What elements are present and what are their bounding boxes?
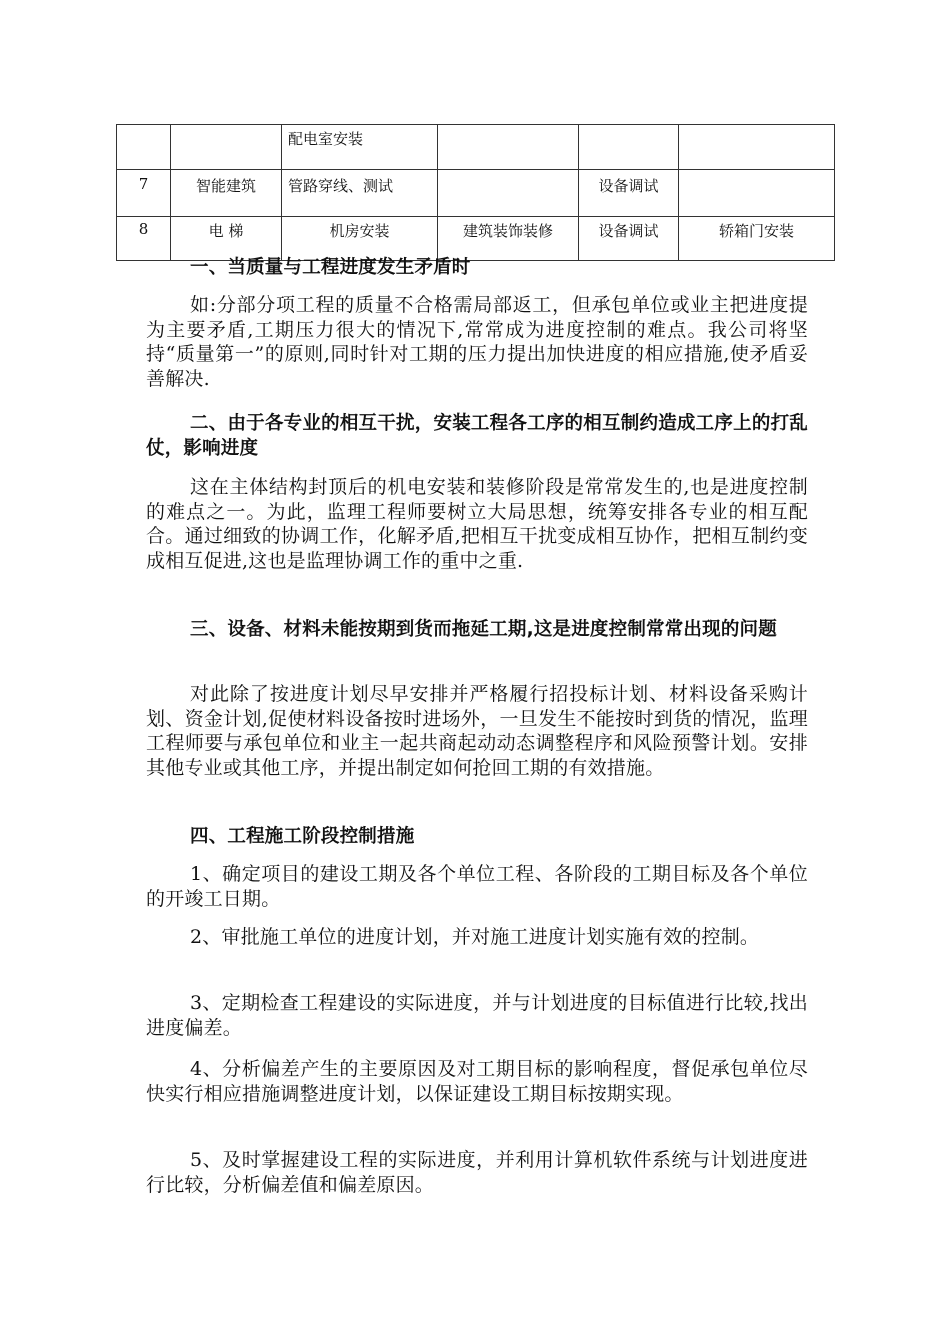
section-heading: 二、由于各专业的相互干扰，安装工程各工序的相互制约造成工序上的打乱仗，影响进度 bbox=[146, 413, 808, 459]
list-item-text: 2、审批施工单位的进度计划，并对施工进度计划实施有效的控制。 bbox=[190, 926, 760, 948]
table-cell: 设备调试 bbox=[579, 217, 679, 261]
section-4 bbox=[146, 825, 808, 850]
section-3-body bbox=[146, 682, 808, 780]
table-cell: 电 梯 bbox=[171, 217, 282, 261]
table-cell: 机房安装 bbox=[282, 217, 438, 261]
section-heading: 三、设备、材料未能按期到货而拖延工期,这是进度控制常常出现的问题 bbox=[190, 619, 777, 640]
paragraph: 这在主体结构封顶后的机电安装和装修阶段是常常发生的,也是进度控制的难点之一。为此，监理工程师要树立大局思想，统筹安排各专业的相互配合。通过细致的协调工作，化解矛盾,把相互干扰变成相互协作，把相互制约变成相互促进,这也是监理协调工作的重中之重. bbox=[146, 476, 808, 572]
paragraph: 如:分部分项工程的质量不合格需局部返工，但承包单位或业主把进度提为主要矛盾,工期压力很大的情况下,常常成为进度控制的难点。我公司将坚持“质量第一”的原则,同时针对工期的压力提出加快进度的相应措施,使矛盾妥善解决. bbox=[146, 294, 808, 390]
table-cell bbox=[117, 125, 171, 170]
table-cell: 配电室安装 bbox=[282, 125, 438, 170]
schedule-table bbox=[116, 124, 835, 261]
table-cell: 智能建筑 bbox=[171, 170, 282, 217]
table-cell: 设备调试 bbox=[579, 170, 679, 217]
table-cell bbox=[171, 125, 282, 170]
table-cell bbox=[438, 125, 579, 170]
table-cell: 轿箱门安装 bbox=[679, 217, 835, 261]
table-cell bbox=[679, 125, 835, 170]
section-2-body bbox=[146, 475, 808, 573]
table-cell: 8 bbox=[117, 217, 171, 261]
table-cell: 建筑装饰装修 bbox=[438, 217, 579, 261]
table-cell bbox=[438, 170, 579, 217]
paragraph: 对此除了按进度计划尽早安排并严格履行招投标计划、材料设备采购计划、资金计划,促使材料设备按时进场外，一旦发生不能按时到货的情况，监理工程师要与承包单位和业主一起共商起动动态调整程序和风险预警计划。安排其他专业或其他工序，并提出制定如何抢回工期的有效措施。 bbox=[146, 683, 808, 779]
list-item-text: 1、确定项目的建设工期及各个单位工程、各阶段的工期目标及各个单位的开竣工日期。 bbox=[146, 863, 808, 910]
table-cell bbox=[579, 125, 679, 170]
table-row bbox=[117, 217, 835, 261]
list-item bbox=[146, 1148, 808, 1197]
section-3 bbox=[146, 618, 808, 643]
table-cell: 7 bbox=[117, 170, 171, 217]
list-item bbox=[146, 925, 808, 950]
table-row bbox=[117, 125, 835, 170]
list-item-text: 5、及时掌握建设工程的实际进度，并利用计算机软件系统与计划进度进行比较，分析偏差值和偏差原因。 bbox=[146, 1149, 808, 1196]
table-cell bbox=[679, 170, 835, 217]
list-item bbox=[146, 991, 808, 1040]
section-heading: 四、工程施工阶段控制措施 bbox=[190, 826, 415, 847]
list-item-text: 3、定期检查工程建设的实际进度，并与计划进度的目标值进行比较,找出进度偏差。 bbox=[146, 992, 808, 1039]
section-2 bbox=[146, 412, 808, 461]
section-1 bbox=[146, 256, 808, 281]
table-cell: 管路穿线、测试 bbox=[282, 170, 438, 217]
list-item bbox=[146, 1057, 808, 1106]
table-row bbox=[117, 170, 835, 217]
section-1-body bbox=[146, 293, 808, 391]
list-item bbox=[146, 862, 808, 911]
list-item-text: 4、分析偏差产生的主要原因及对工期目标的影响程度，督促承包单位尽快实行相应措施调整进度计划，以保证建设工期目标按期实现。 bbox=[146, 1058, 808, 1105]
section-heading: 一、当质量与工程进度发生矛盾时 bbox=[190, 257, 471, 278]
